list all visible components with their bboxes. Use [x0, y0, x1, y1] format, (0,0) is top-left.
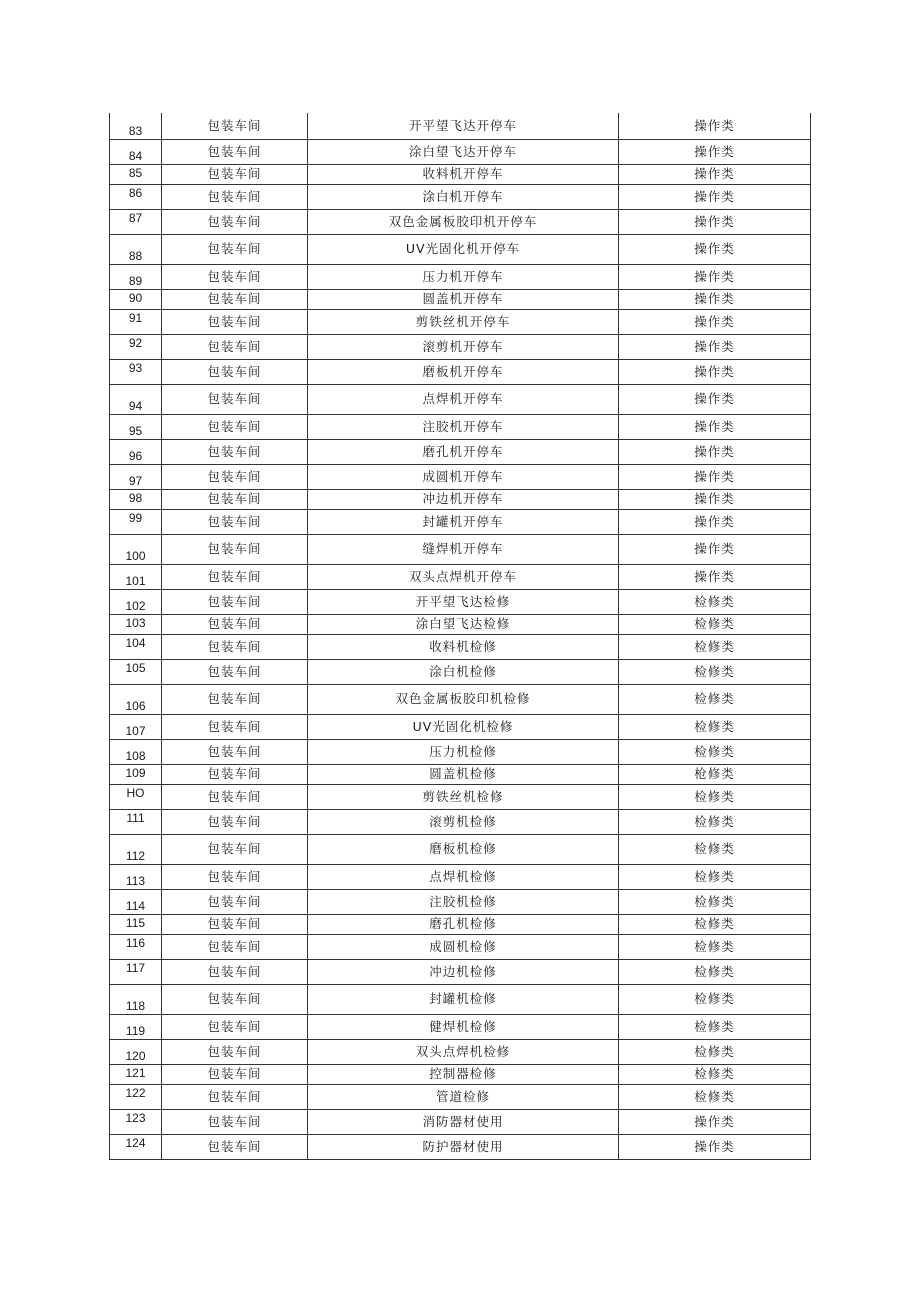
table-row	[110, 439, 811, 464]
category-cell: 检修类	[619, 864, 811, 889]
table-row	[110, 564, 811, 589]
row-number: 101	[110, 564, 162, 589]
department-cell: 包装车间	[162, 234, 308, 264]
category-cell: 检修类	[619, 739, 811, 764]
department-cell: 包装车间	[162, 439, 308, 464]
row-number: 84	[110, 139, 162, 164]
table-row	[110, 1064, 811, 1084]
table-row	[110, 509, 811, 534]
table-row	[110, 113, 811, 139]
department-cell: 包装车间	[162, 714, 308, 739]
category-cell: 检修类	[619, 959, 811, 984]
table-row	[110, 1039, 811, 1064]
department-cell: 包装车间	[162, 634, 308, 659]
task-name-cell: 磨板机检修	[308, 834, 619, 864]
task-name-cell: 冲边机开停车	[308, 489, 619, 509]
table-row	[110, 764, 811, 784]
table-row	[110, 889, 811, 914]
category-cell: 检修类	[619, 914, 811, 934]
category-cell: 检修类	[619, 634, 811, 659]
category-cell: 检修类	[619, 1039, 811, 1064]
table-row	[110, 234, 811, 264]
department-cell: 包装车间	[162, 534, 308, 564]
task-name-cell: 压力机开停车	[308, 264, 619, 289]
task-name-cell: 剪铁丝机检修	[308, 784, 619, 809]
category-cell: 检修类	[619, 984, 811, 1014]
row-number: 88	[110, 234, 162, 264]
row-number: 116	[110, 934, 162, 959]
row-number: 90	[110, 289, 162, 309]
task-name-cell: 磨板机开停车	[308, 359, 619, 384]
row-number: 124	[110, 1134, 162, 1159]
row-number: 85	[110, 164, 162, 184]
task-name-cell: 成圆机开停车	[308, 464, 619, 489]
table-row	[110, 139, 811, 164]
task-name-cell: 封罐机检修	[308, 984, 619, 1014]
row-number: 122	[110, 1084, 162, 1109]
table-row	[110, 659, 811, 684]
category-cell: 操作类	[619, 309, 811, 334]
task-name-cell: 双头点焊机开停车	[308, 564, 619, 589]
category-cell: 检修类	[619, 1014, 811, 1039]
category-cell: 检修类	[619, 614, 811, 634]
task-name-cell: 点焊机检修	[308, 864, 619, 889]
row-number: 102	[110, 589, 162, 614]
row-number: 108	[110, 739, 162, 764]
department-cell: 包装车间	[162, 1039, 308, 1064]
row-number: 112	[110, 834, 162, 864]
table-row	[110, 164, 811, 184]
table-row	[110, 1084, 811, 1109]
task-name-cell: 注胶机检修	[308, 889, 619, 914]
table-row	[110, 834, 811, 864]
task-name-cell: 涂白望飞达检修	[308, 614, 619, 634]
department-cell: 包装车间	[162, 984, 308, 1014]
table-row	[110, 384, 811, 414]
category-cell: 枪修类	[619, 764, 811, 784]
row-number: 113	[110, 864, 162, 889]
category-cell: 检修类	[619, 684, 811, 714]
row-number: 111	[110, 809, 162, 834]
department-cell: 包装车间	[162, 959, 308, 984]
table-row	[110, 684, 811, 714]
row-number: 83	[110, 113, 162, 139]
task-name-cell: 管道检修	[308, 1084, 619, 1109]
task-name-cell: 圆盖机开停车	[308, 289, 619, 309]
row-number: 109	[110, 764, 162, 784]
category-cell: 操作类	[619, 139, 811, 164]
row-number: 89	[110, 264, 162, 289]
task-name-cell: 消防器材使用	[308, 1109, 619, 1134]
table-row	[110, 289, 811, 309]
table-row	[110, 864, 811, 889]
department-cell: 包装车间	[162, 184, 308, 209]
task-name-cell: UV光固化机检修	[308, 714, 619, 739]
category-cell: 检修类	[619, 659, 811, 684]
row-number: 99	[110, 509, 162, 534]
table-row	[110, 914, 811, 934]
task-name-cell: 磨孔机开停车	[308, 439, 619, 464]
table-row	[110, 209, 811, 234]
table-row	[110, 414, 811, 439]
task-name-cell: 收料机检修	[308, 634, 619, 659]
task-name-cell: 冲边机检修	[308, 959, 619, 984]
category-cell: 操作类	[619, 113, 811, 139]
department-cell: 包装车间	[162, 209, 308, 234]
department-cell: 包装车间	[162, 1014, 308, 1039]
category-cell: 操作类	[619, 234, 811, 264]
table-row	[110, 959, 811, 984]
table-row	[110, 589, 811, 614]
department-cell: 包装车间	[162, 1084, 308, 1109]
category-cell: 检修类	[619, 889, 811, 914]
task-table-container	[109, 113, 810, 1160]
row-number: 119	[110, 1014, 162, 1039]
table-row	[110, 1109, 811, 1134]
row-number: 87	[110, 209, 162, 234]
department-cell: 包装车间	[162, 139, 308, 164]
category-cell: 操作类	[619, 464, 811, 489]
row-number: HO	[110, 784, 162, 809]
department-cell: 包装车间	[162, 809, 308, 834]
task-name-cell: 成圆机检修	[308, 934, 619, 959]
department-cell: 包装车间	[162, 934, 308, 959]
task-name-cell: 封罐机开停车	[308, 509, 619, 534]
table-row	[110, 934, 811, 959]
department-cell: 包装车间	[162, 264, 308, 289]
task-name-cell: 滚剪机开停车	[308, 334, 619, 359]
department-cell: 包装车间	[162, 414, 308, 439]
task-name-cell: 健焊机检修	[308, 1014, 619, 1039]
task-name-cell: 涂白望飞达开停车	[308, 139, 619, 164]
category-cell: 操作类	[619, 164, 811, 184]
category-cell: 操作类	[619, 509, 811, 534]
department-cell: 包装车间	[162, 834, 308, 864]
category-cell: 检修类	[619, 934, 811, 959]
department-cell: 包装车间	[162, 113, 308, 139]
category-cell: 检修类	[619, 589, 811, 614]
category-cell: 操作类	[619, 184, 811, 209]
department-cell: 包装车间	[162, 1064, 308, 1084]
table-row	[110, 264, 811, 289]
row-number: 104	[110, 634, 162, 659]
table-row	[110, 359, 811, 384]
department-cell: 包装车间	[162, 384, 308, 414]
task-name-cell: 滚剪机检修	[308, 809, 619, 834]
department-cell: 包装车间	[162, 1109, 308, 1134]
department-cell: 包装车间	[162, 289, 308, 309]
category-cell: 检修类	[619, 809, 811, 834]
table-row	[110, 334, 811, 359]
row-number: 86	[110, 184, 162, 209]
row-number: 92	[110, 334, 162, 359]
department-cell: 包装车间	[162, 359, 308, 384]
row-number: 107	[110, 714, 162, 739]
category-cell: 操作类	[619, 1134, 811, 1159]
department-cell: 包装车间	[162, 739, 308, 764]
department-cell: 包装车间	[162, 589, 308, 614]
department-cell: 包装车间	[162, 889, 308, 914]
department-cell: 包装车间	[162, 309, 308, 334]
task-name-cell: 防护器材使用	[308, 1134, 619, 1159]
table-row	[110, 714, 811, 739]
table-row	[110, 614, 811, 634]
row-number: 94	[110, 384, 162, 414]
table-row	[110, 309, 811, 334]
row-number: 98	[110, 489, 162, 509]
category-cell: 操作类	[619, 564, 811, 589]
task-name-cell: 开平望飞达开停车	[308, 113, 619, 139]
row-number: 121	[110, 1064, 162, 1084]
row-number: 93	[110, 359, 162, 384]
department-cell: 包装车间	[162, 464, 308, 489]
category-cell: 操作类	[619, 384, 811, 414]
row-number: 114	[110, 889, 162, 914]
row-number: 106	[110, 684, 162, 714]
department-cell: 包装车间	[162, 334, 308, 359]
table-row	[110, 1014, 811, 1039]
task-name-cell: 开平望飞达检修	[308, 589, 619, 614]
department-cell: 包装车间	[162, 614, 308, 634]
task-table	[109, 113, 811, 1160]
category-cell: 操作类	[619, 359, 811, 384]
department-cell: 包装车间	[162, 784, 308, 809]
department-cell: 包装车间	[162, 164, 308, 184]
department-cell: 包装车间	[162, 489, 308, 509]
department-cell: 包装车间	[162, 659, 308, 684]
table-row	[110, 634, 811, 659]
table-row	[110, 739, 811, 764]
row-number: 96	[110, 439, 162, 464]
task-name-cell: 点焊机开停车	[308, 384, 619, 414]
row-number: 95	[110, 414, 162, 439]
category-cell: 操作类	[619, 209, 811, 234]
task-name-cell: 缝焊机开停车	[308, 534, 619, 564]
table-row	[110, 489, 811, 509]
task-name-cell: 收料机开停车	[308, 164, 619, 184]
task-name-cell: 双头点焊机检修	[308, 1039, 619, 1064]
category-cell: 操作类	[619, 414, 811, 439]
category-cell: 检修类	[619, 1064, 811, 1084]
table-row	[110, 1134, 811, 1159]
task-name-cell: 双色金属板胶印机开停车	[308, 209, 619, 234]
department-cell: 包装车间	[162, 1134, 308, 1159]
task-name-cell: 注胶机开停车	[308, 414, 619, 439]
department-cell: 包装车间	[162, 684, 308, 714]
department-cell: 包装车间	[162, 564, 308, 589]
category-cell: 操作类	[619, 439, 811, 464]
task-name-cell: 压力机检修	[308, 739, 619, 764]
category-cell: 操作类	[619, 334, 811, 359]
table-row	[110, 809, 811, 834]
table-row	[110, 464, 811, 489]
task-name-cell: 涂白机检修	[308, 659, 619, 684]
category-cell: 检修类	[619, 714, 811, 739]
row-number: 117	[110, 959, 162, 984]
category-cell: 检修类	[619, 1084, 811, 1109]
category-cell: 操作类	[619, 264, 811, 289]
table-row	[110, 984, 811, 1014]
row-number: 91	[110, 309, 162, 334]
department-cell: 包装车间	[162, 864, 308, 889]
category-cell: 操作类	[619, 1109, 811, 1134]
department-cell: 包装车间	[162, 914, 308, 934]
row-number: 100	[110, 534, 162, 564]
category-cell: 操作类	[619, 534, 811, 564]
row-number: 123	[110, 1109, 162, 1134]
table-row	[110, 534, 811, 564]
task-name-cell: 圆盖机检修	[308, 764, 619, 784]
task-name-cell: 控制器检修	[308, 1064, 619, 1084]
row-number: 97	[110, 464, 162, 489]
category-cell: 操作类	[619, 289, 811, 309]
row-number: 103	[110, 614, 162, 634]
task-name-cell: 双色金属板胶印机检修	[308, 684, 619, 714]
table-row	[110, 184, 811, 209]
task-name-cell: 磨孔机检修	[308, 914, 619, 934]
row-number: 105	[110, 659, 162, 684]
department-cell: 包装车间	[162, 764, 308, 784]
category-cell: 检修类	[619, 834, 811, 864]
task-name-cell: 涂白机开停车	[308, 184, 619, 209]
row-number: 115	[110, 914, 162, 934]
department-cell: 包装车间	[162, 509, 308, 534]
table-row	[110, 784, 811, 809]
category-cell: 检修类	[619, 784, 811, 809]
task-name-cell: 剪铁丝机开停车	[308, 309, 619, 334]
task-name-cell: UV光固化机开停车	[308, 234, 619, 264]
row-number: 120	[110, 1039, 162, 1064]
category-cell: 操作类	[619, 489, 811, 509]
task-table-body	[110, 113, 811, 1159]
row-number: 118	[110, 984, 162, 1014]
